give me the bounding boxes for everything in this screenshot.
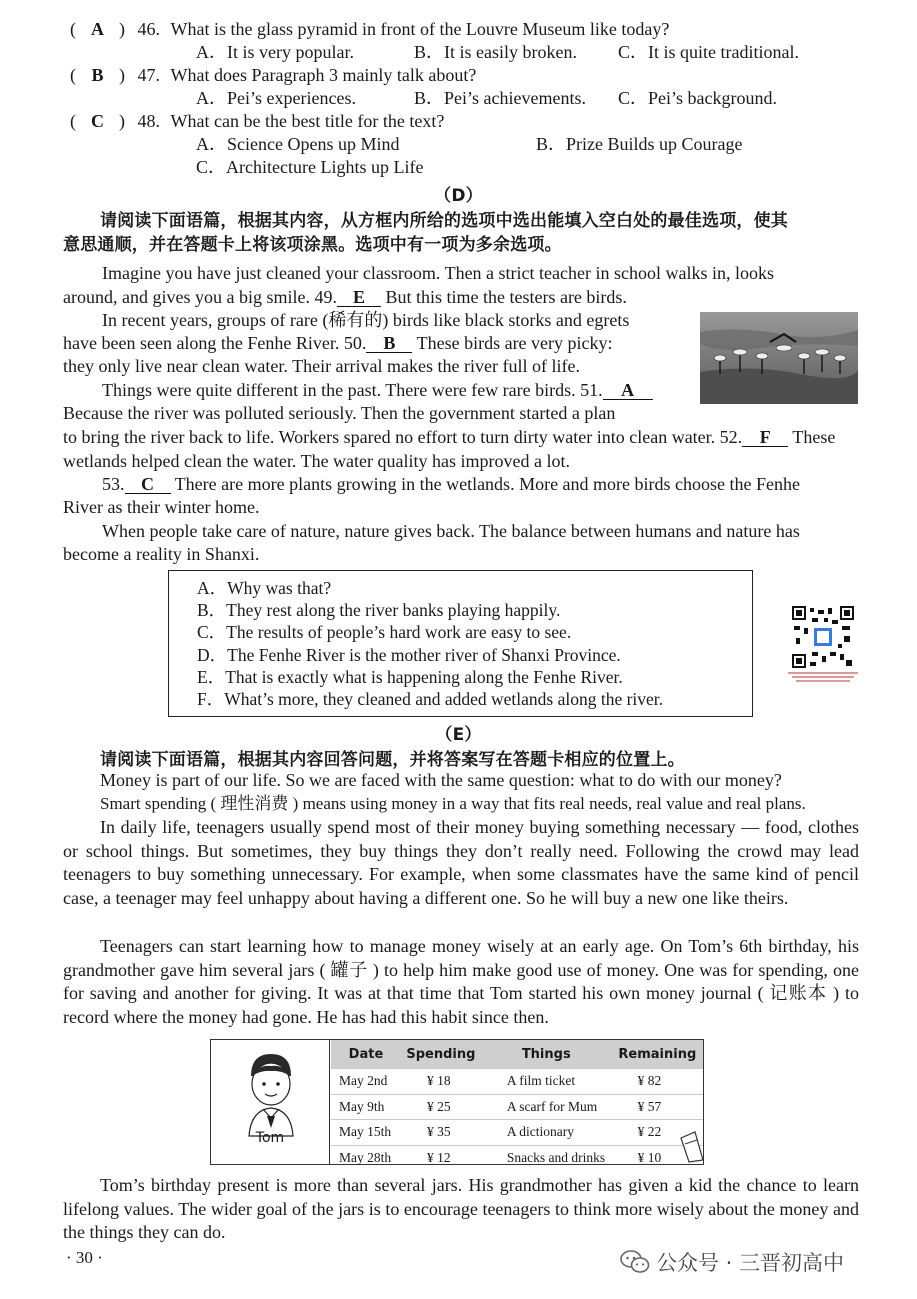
blank-52: F [742, 428, 788, 447]
d-line: they only live near clean water. Their arrival makes the river full of life. [63, 356, 580, 376]
options-box [168, 570, 753, 717]
option-a: A．Why was that? [197, 578, 332, 598]
question-47 [70, 64, 476, 86]
paren-open: ( [70, 111, 76, 131]
col-date: Date [331, 1040, 401, 1069]
option-47-a: A．Pei’s experiences. [196, 88, 356, 108]
paren-close: ) [119, 65, 125, 85]
option-b: B．They rest along the river banks playing happily. [197, 600, 561, 620]
option-47-b: B．Pei’s achievements. [414, 88, 586, 108]
wechat-watermark [620, 1247, 844, 1277]
question-stem: What does Paragraph 3 mainly talk about? [170, 65, 477, 85]
table-row: May 15th ¥ 35 A dictionary ¥ 22 [331, 1120, 703, 1146]
birds-photo [700, 312, 858, 404]
e-paragraph-4: Teenagers can start learning how to manage money wisely at an early age. On Tom’s 6th birthday, his grandmother gave him several jars ( 罐子 ) to help him make good use of money. One was for spending, one for saving and another for giving. It was at that time that Tom started his own money journal ( 记账本 ) to record where the money had gone. He has had this habit since then. [63, 936, 859, 1028]
paren-open: ( [70, 65, 76, 85]
qr-code-icon[interactable] [792, 606, 854, 668]
option-d: D．The Fenhe River is the mother river of Shanxi Province. [197, 645, 621, 665]
option-46-b: B．It is easily broken. [414, 42, 577, 62]
answer-48: C [91, 111, 104, 131]
section-d-label: （D） [434, 186, 483, 206]
question-number: 48. [137, 111, 160, 131]
table-row: May 2nd ¥ 18 A film ticket ¥ 82 [331, 1069, 703, 1095]
col-things: Things [481, 1040, 612, 1069]
question-46 [70, 18, 669, 40]
e-paragraph-5: Tom’s birthday present is more than several jars. His grandmother has given a kid the chance to learn lifelong values. The wider goal of the jars is to encourage teenagers to think more wisely about the money and the things they can do. [63, 1175, 859, 1243]
question-stem: What can be the best title for the text? [170, 111, 445, 131]
question-48 [70, 110, 444, 132]
d-line: Because the river was polluted seriously. Then the government started a plan [63, 403, 616, 423]
table-row: May 28th ¥ 12 Snacks and drinks ¥ 10 [331, 1145, 703, 1170]
wechat-icon [620, 1249, 650, 1275]
section-e-instruction: 请阅读下面语篇，根据其内容回答问题，并将答案写在答题卡相应的位置上。 [100, 750, 685, 770]
d-line: to bring the river back to life. Workers spared no effort to turn dirty water into clean water. 52. F These [63, 427, 836, 447]
col-remaining: Remaining [612, 1040, 703, 1069]
d-line: Imagine you have just cleaned your classroom. Then a strict teacher in school walks in, looks [102, 263, 774, 283]
question-number: 47. [137, 65, 160, 85]
e-paragraph-2: Smart spending ( 理性消费 ) means using money in a way that fits real needs, real value and real plans. [100, 794, 806, 813]
option-46-c: C．It is quite traditional. [618, 42, 799, 62]
page-curl-icon [679, 1130, 705, 1164]
option-46-a: A．It is very popular. [196, 42, 354, 62]
money-journal-figure [210, 1039, 704, 1165]
answer-47: B [91, 65, 104, 85]
d-line: become a reality in Shanxi. [63, 544, 260, 564]
section-d-instruction-2: 意思通顺，并在答题卡上将该项涂黑。选项中有一项为多余选项。 [63, 235, 562, 255]
section-d-instruction-1: 请阅读下面语篇，根据其内容，从方框内所给的选项中选出能填入空白处的最佳选项，使其 [100, 211, 788, 231]
section-e-label: （E） [435, 725, 482, 745]
d-line: When people take care of nature, nature gives back. The balance between humans and nature has [102, 521, 800, 541]
blank-49: E [337, 288, 381, 307]
paren-open: ( [70, 19, 76, 39]
option-48-c: C．Architecture Lights up Life [196, 157, 424, 177]
e-paragraph-1: Money is part of our life. So we are faced with the same question: what to do with our money? [100, 770, 782, 790]
option-47-c: C．Pei’s background. [618, 88, 777, 108]
option-48-b: B．Prize Builds up Courage [536, 134, 743, 154]
option-f: F．What’s more, they cleaned and added wetlands along the river. [197, 689, 664, 709]
option-48-a: A．Science Opens up Mind [196, 134, 400, 154]
d-line: wetlands helped clean the water. The water quality has improved a lot. [63, 451, 570, 471]
paren-close: ) [119, 111, 125, 131]
col-spending: Spending [401, 1040, 481, 1069]
blank-50: B [366, 334, 412, 353]
e-paragraph-3: In daily life, teenagers usually spend most of their money buying something necessary — food, clothes or school things. But sometimes, they buy things they don’t really need. Following the crowd may lead teenagers to buy something unnecessary. For example, when some classmates have the same kind of pencil case, a teenager may feel unhappy about having a different one. So he will buy a new one like theirs. [63, 817, 859, 909]
d-line: Things were quite different in the past. There were few rare birds. 51. A [102, 379, 653, 401]
tom-caption: Tom [255, 1130, 285, 1146]
money-journal-table [331, 1040, 703, 1170]
option-e: E．That is exactly what is happening along the Fenhe River. [197, 667, 623, 687]
paren-close: ) [119, 19, 125, 39]
d-line: River as their winter home. [63, 497, 260, 517]
blank-53: C [125, 475, 171, 494]
table-row: May 9th ¥ 25 A scarf for Mum ¥ 57 [331, 1094, 703, 1120]
question-number: 46. [137, 19, 160, 39]
answer-46: A [91, 19, 104, 39]
blank-51: A [603, 381, 653, 400]
d-line: have been seen along the Fenhe River. 50. B These birds are very picky: [63, 333, 613, 353]
d-line: In recent years, groups of rare (稀有的) birds like black storks and egrets [102, 310, 630, 330]
watermark-text: 公众号 · 三晋初高中 [656, 1251, 845, 1275]
question-stem: What is the glass pyramid in front of the Louvre Museum like today? [170, 19, 670, 39]
d-line: 53. C There are more plants growing in the wetlands. More and more birds choose the Fenhe [102, 474, 800, 494]
page-number: · 30 · [66, 1248, 103, 1267]
tom-illustration [211, 1040, 330, 1164]
option-c: C．The results of people’s hard work are easy to see. [197, 622, 572, 642]
d-line: around, and gives you a big smile. 49. E But this time the testers are birds. [63, 287, 627, 307]
